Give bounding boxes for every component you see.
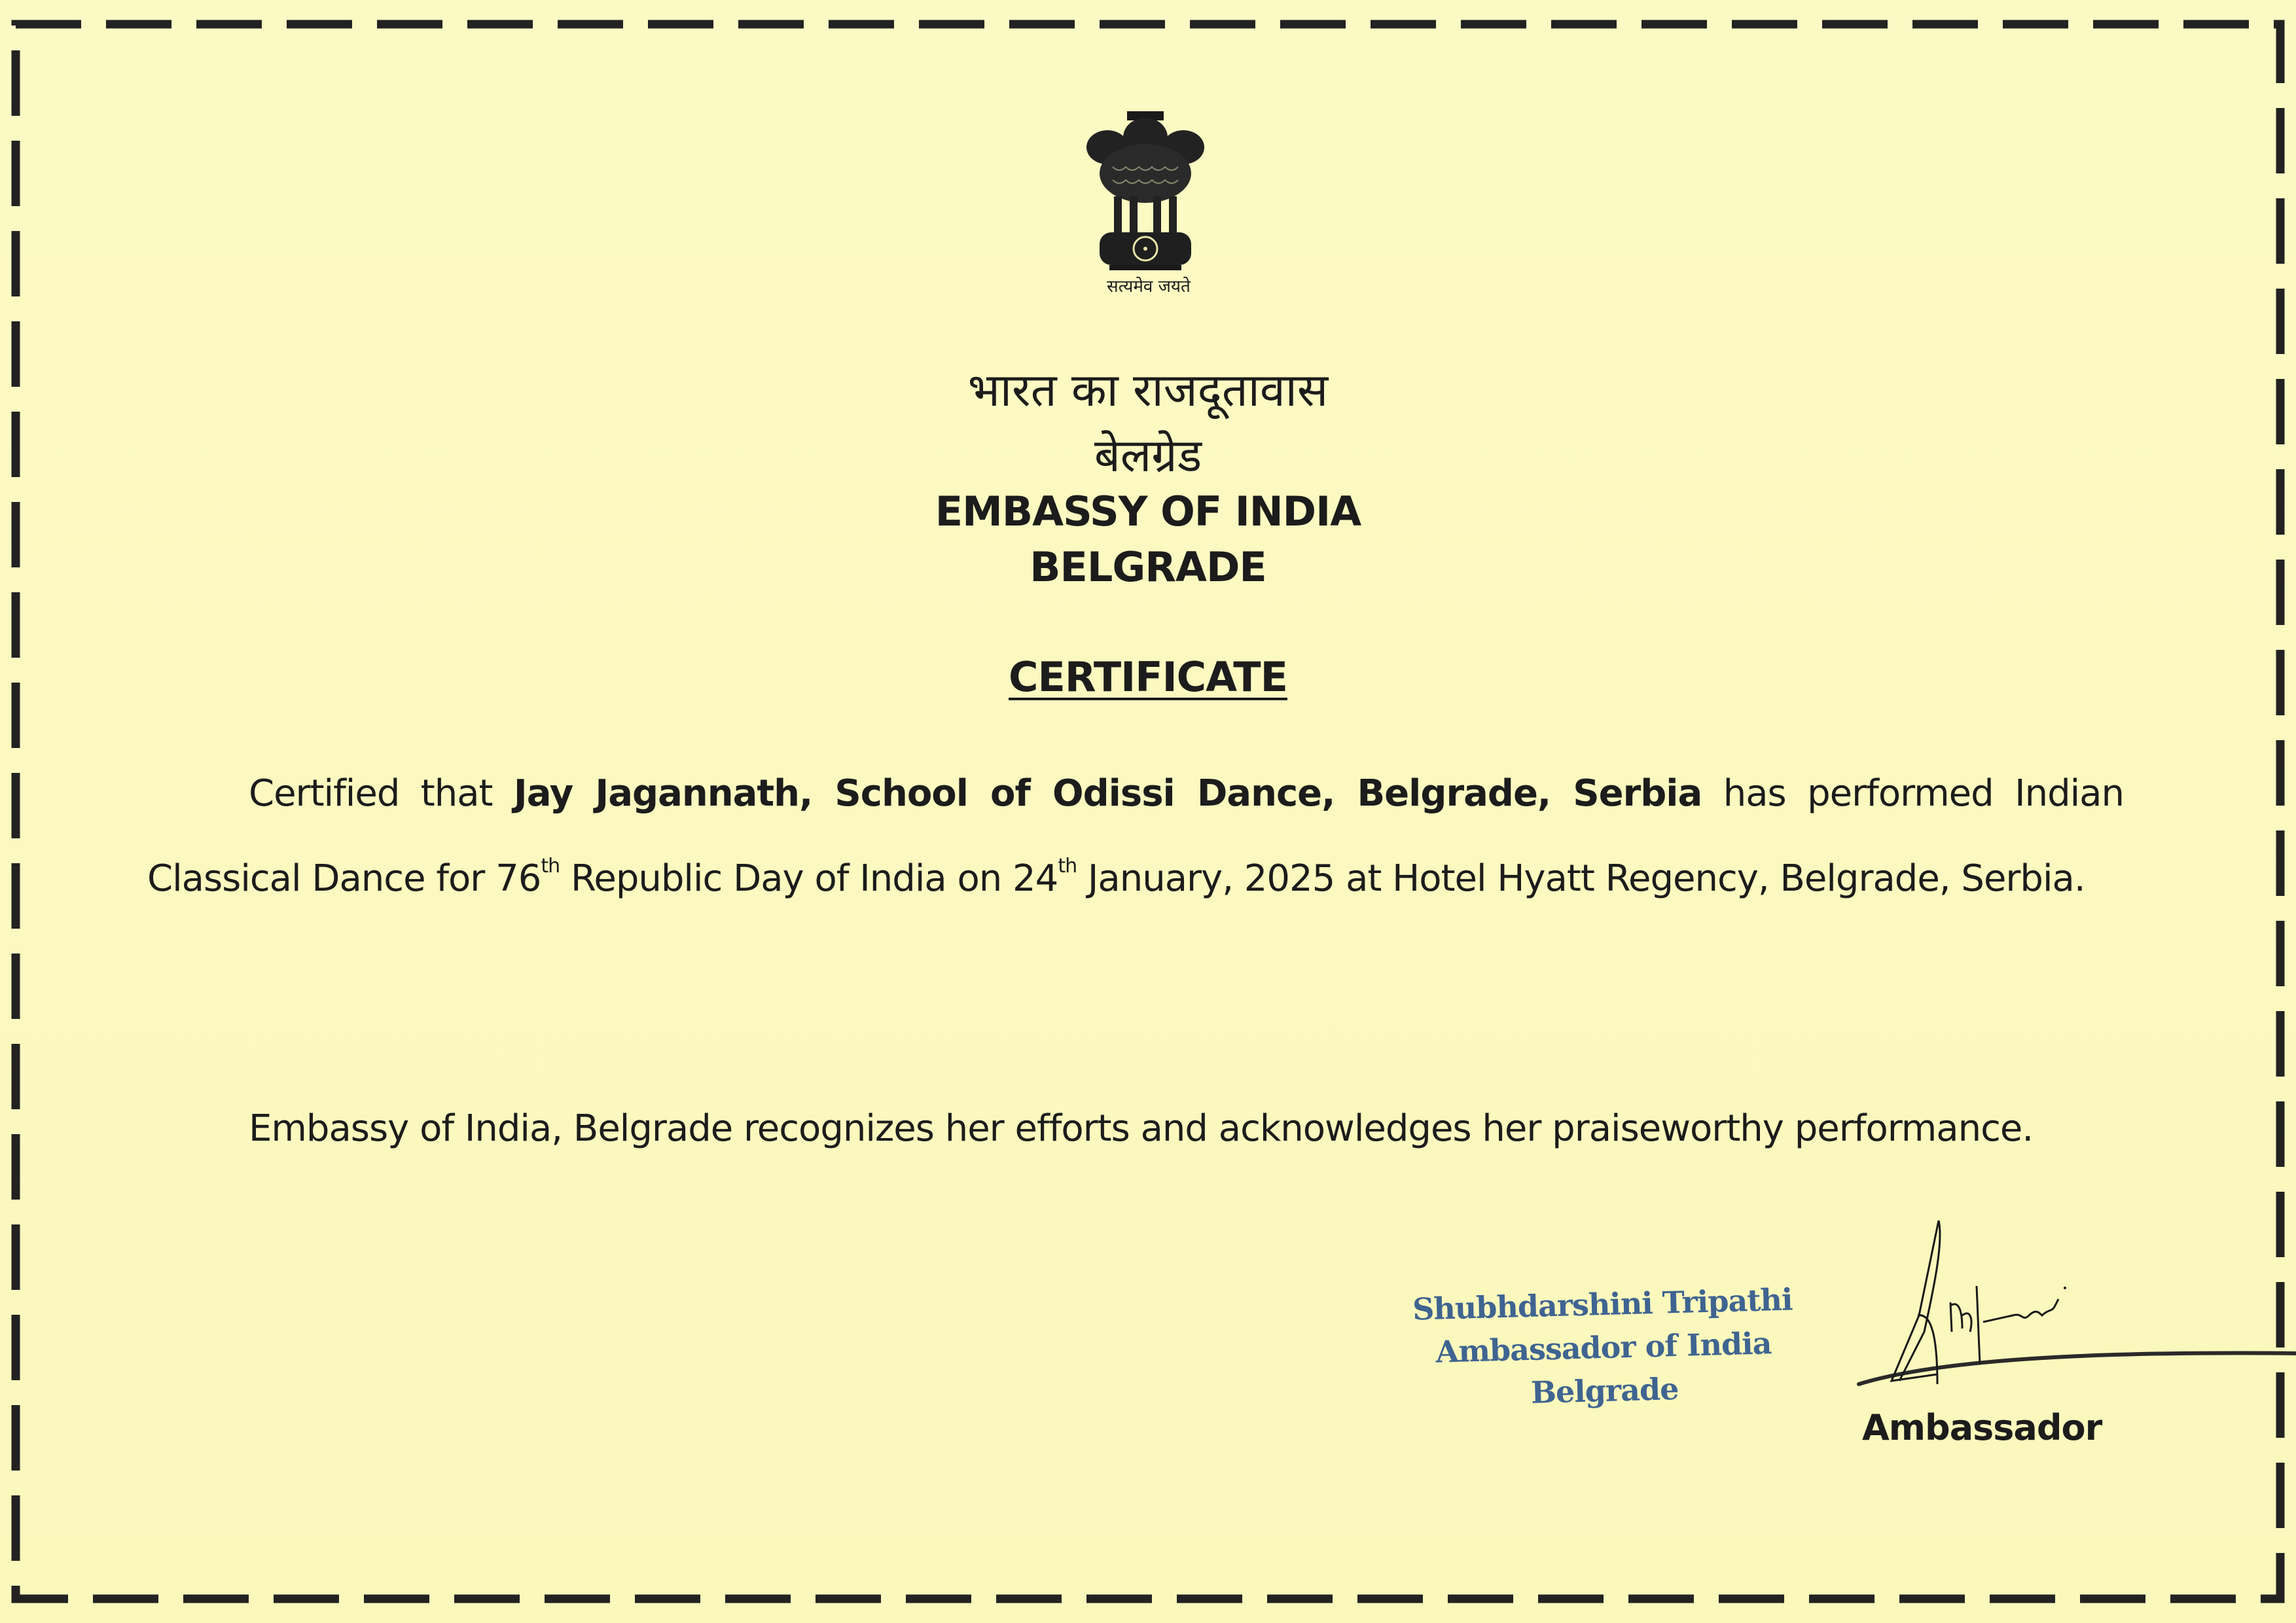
- recipient-name: Jay Jagannath, School of Odissi Dance, Belgrade, Serbia: [513, 772, 1702, 815]
- p1-text-a: has performed Indian Classical Dance for 76: [147, 772, 2124, 900]
- p1-text-c: January, 2025 at Hotel Hyatt Regency, Belgrade, Serbia.: [1077, 857, 2085, 900]
- ordinal-sup-a: th: [541, 855, 560, 878]
- org-city: BELGRADE: [1030, 543, 1266, 591]
- certificate-title: CERTIFICATE: [1009, 653, 1287, 701]
- certificate-paragraph-1: [147, 751, 2124, 921]
- stamp-line-title: Ambassador of India: [1435, 1325, 1772, 1370]
- certificate-paragraph-2: Embassy of India, Belgrade recognizes her efforts and acknowledges her praiseworthy performance.: [249, 1107, 2034, 1150]
- p1-lead: Certified that: [249, 772, 514, 815]
- signatory-label: Ambassador: [1862, 1407, 2102, 1448]
- handwritten-signature-icon: [1846, 1217, 2296, 1400]
- national-emblem-icon: [1073, 98, 1224, 294]
- stamp-line-name: Shubhdarshini Tripathi: [1412, 1281, 1793, 1327]
- emblem-motto: सत्यमेव जयते: [1107, 277, 1191, 296]
- ordinal-sup-b: th: [1058, 855, 1077, 878]
- org-name: EMBASSY OF INDIA: [935, 488, 1361, 535]
- ambassador-stamp: [1406, 1277, 1802, 1418]
- hindi-city-name: बेलग्रेड: [1094, 429, 1202, 482]
- p1-text-b: Republic Day of India on 24: [560, 857, 1058, 900]
- stamp-line-city: Belgrade: [1530, 1371, 1679, 1410]
- hindi-org-name: भारत का राजदूतावास: [967, 363, 1329, 417]
